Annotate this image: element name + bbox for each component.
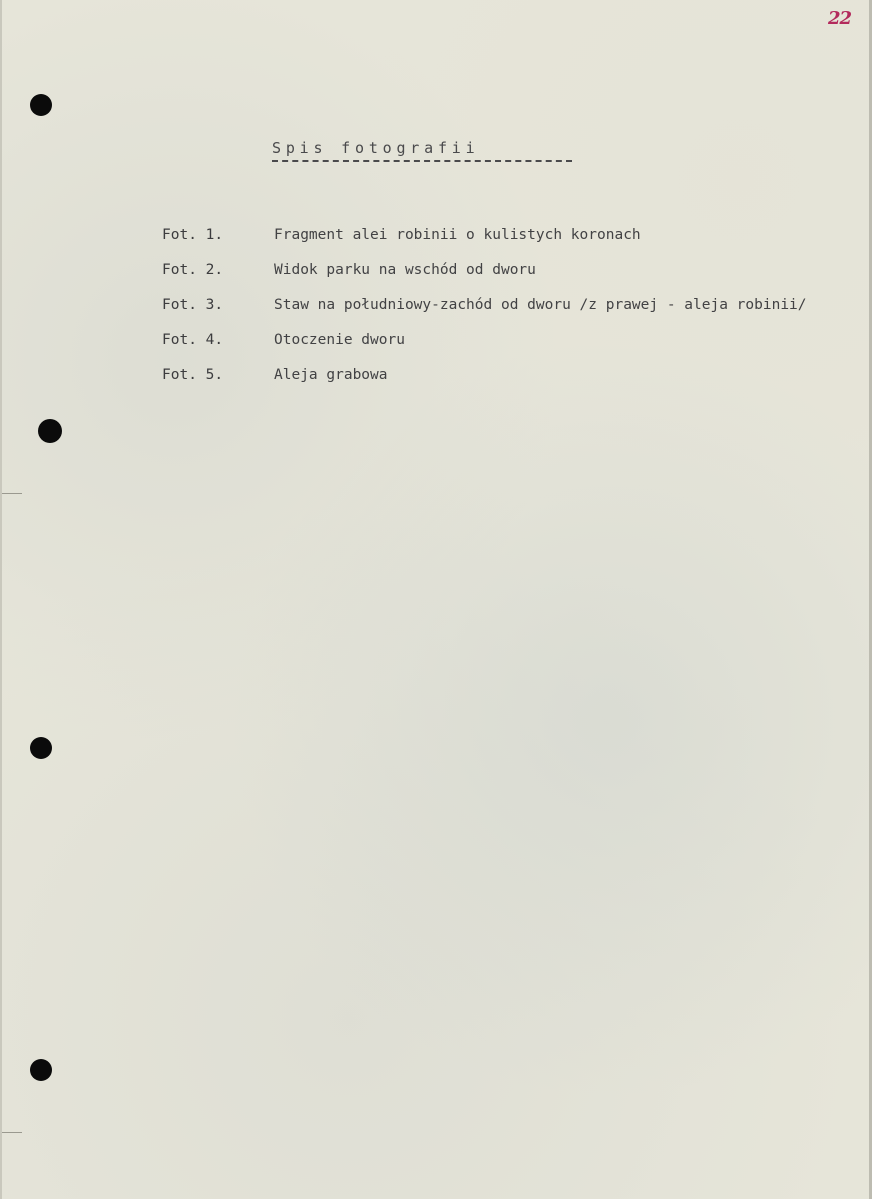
margin-mark (2, 1132, 22, 1133)
list-item (162, 253, 822, 288)
handwritten-page-number: 22 (828, 8, 852, 29)
punch-hole (38, 419, 62, 443)
photo-number: Fot. 4. (162, 332, 224, 348)
list-item (162, 218, 822, 253)
photo-caption: Widok parku na wschód od dworu (274, 262, 536, 278)
photo-caption: Staw na południowy-zachód od dworu /z prawej - aleja robinii/ (274, 297, 807, 313)
list-item (162, 323, 822, 358)
page-title: Spis fotografii (272, 139, 480, 157)
list-item (162, 288, 822, 323)
photo-number: Fot. 3. (162, 297, 224, 313)
title-underline (272, 160, 572, 162)
photo-caption: Otoczenie dworu (274, 332, 405, 348)
photo-caption: Aleja grabowa (274, 367, 388, 383)
list-item (162, 358, 822, 393)
photo-caption: Fragment alei robinii o kulistych koronach (274, 227, 641, 243)
photo-number: Fot. 1. (162, 227, 224, 243)
margin-mark (2, 493, 22, 494)
photo-number: Fot. 5. (162, 367, 224, 383)
photo-number: Fot. 2. (162, 262, 224, 278)
punch-hole (30, 737, 52, 759)
photo-list (162, 218, 822, 393)
punch-hole (30, 1059, 52, 1081)
punch-hole (30, 94, 52, 116)
